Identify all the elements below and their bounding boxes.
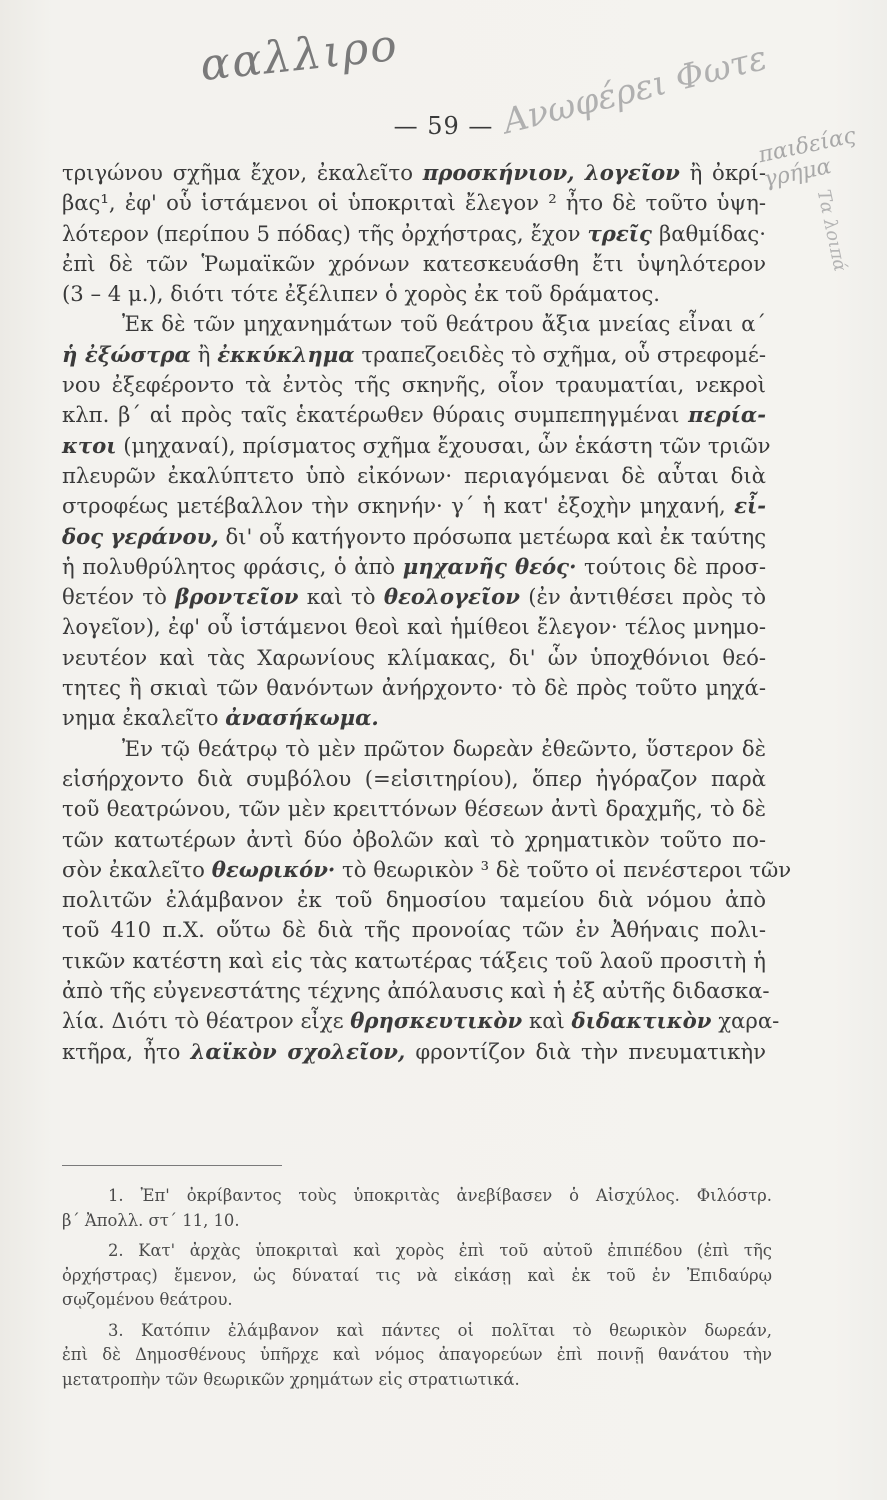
text-span: δι' οὗ κατήγοντο πρόσωπα μετέωρα καὶ ἐκ ταύτης [218,523,767,549]
footnote [62,1184,772,1233]
text-line [62,309,766,339]
emphasized-term: θεωρικόν· [211,856,336,882]
text-span: τητες ἢ σκιαὶ τῶν θανόντων ἀνήρχοντο· τὸ δὲ πρὸς τοῦτο μηχά- [62,675,766,701]
text-span: πλευρῶν ἐκαλύπτετο ὑπὸ εἰκόνων· περιαγόμεναι δὲ αὗται διὰ [62,462,766,488]
text-line [62,400,766,430]
text-line [62,279,766,309]
text-span: (3 – 4 μ.), διότι τότε ἐξέλιπεν ὁ χορὸς ἐκ τοῦ δράματος. [62,281,661,307]
footnote-line: 3. Κατόπιν ἐλάμβανον καὶ πάντες οἱ πολῖται τὸ θεωρικὸν δωρεάν, [108,1320,772,1340]
text-line [62,1037,766,1067]
text-span: χαρα- [711,1008,780,1034]
text-span: καὶ [522,1008,572,1034]
text-span: (μηχαναί), πρίσματος σχῆμα ἔχουσαι, ὧν ἑκάστη τῶν τριῶν [116,432,771,458]
emphasized-term: ἡ ἐξώστρα [62,341,191,367]
text-line [62,249,766,279]
text-span: κτῆρα, ἦτο [62,1038,191,1064]
footnote [62,1239,772,1313]
text-line [62,825,766,855]
text-span: σὸν ἐκαλεῖτο [62,856,212,882]
emphasized-term: προσκήνιον, λογεῖον [422,160,680,185]
text-line [62,188,766,218]
text-line [62,764,766,794]
emphasized-term: βροντεῖον [175,584,299,610]
footnote-line: 2. Κατ' ἀρχὰς ὑποκριταὶ καὶ χορὸς ἐπὶ τοῦ αὐτοῦ ἐπιπέδου (ἐπὶ τῆς [108,1241,772,1260]
text-line [62,734,766,764]
emphasized-term: ἐκκύκλημα [217,341,355,367]
footnote [62,1319,772,1393]
text-line [62,431,771,461]
text-span: ἢ ὀκρί- [679,160,766,185]
footnote-line: ὀρχήστρας) ἔμενον, ὡς δύναταί τις νὰ εἰκάσῃ καὶ ἐκ τοῦ ἐν Ἐπιδαύρῳ [62,1265,772,1285]
text-line [62,885,766,915]
text-line [62,612,766,642]
text-line [62,946,766,976]
emphasized-term: ἀνασήκωμα. [225,705,379,731]
text-line [62,643,766,673]
text-span: Ἐκ δὲ τῶν μηχανημάτων τοῦ θεάτρου ἄξια μνείας εἶναι α΄ [122,311,766,337]
text-span: νευτέον καὶ τὰς Χαρωνίους κλίμακας, δι' ὧν ὑποχθόνιοι θεό- [62,644,766,670]
text-span: (ἐν ἀντιθέσει πρὸς τὸ [519,584,766,610]
text-span: ἡ πολυθρύλητος φράσις, ὁ ἀπὸ [62,553,403,579]
text-span: τραπεζοειδὲς τὸ σχῆμα, οὗ στρεφομέ- [354,341,766,367]
emphasized-term: δος γεράνου, [62,523,219,549]
emphasized-term: θρησκευτικὸν [350,1008,523,1034]
text-span: τικῶν κατέστη καὶ εἰς τὰς κατωτέρας τάξεις τοῦ λαοῦ προσιτὴ ἡ [62,947,766,973]
text-span: βας¹, ἐφ' οὗ ἱστάμενοι οἱ ὑποκριταὶ ἔλεγον ² ἦτο δὲ τοῦτο ὑψη- [62,190,766,216]
text-span: τοῦ 410 π.Χ. οὕτω δὲ διὰ τῆς προνοίας τῶν ἐν Ἀθήναις πολι- [62,917,766,943]
text-span: θετέον τὸ [62,584,176,610]
page-number: — 59 — [393,112,494,140]
footnote-line: β΄ Ἀπολλ. στ΄ 11, 10. [62,1210,240,1230]
emphasized-term: θεολογεῖον [383,584,520,610]
text-span: τὸ θεωρικὸν ³ δὲ τοῦτο οἱ πενέστεροι τῶν [335,856,792,882]
footnote-separator [62,1165,282,1166]
text-span: ἢ [190,341,218,367]
text-line [62,976,770,1006]
handwritten-note-margin-vertical: Τα λοιπά [812,187,851,274]
text-span: λία. Διότι τὸ θέατρον εἶχε [62,1008,351,1034]
emphasized-term: περία- [688,402,766,428]
text-line [62,522,766,552]
emphasized-term: μηχανῆς θεός· [402,553,577,579]
text-line [62,915,766,945]
body-text [62,158,792,1067]
emphasized-term: τρεῖς [587,220,652,246]
text-span: τούτοις δὲ προσ- [576,553,766,579]
text-span: νημα ἐκαλεῖτο [62,705,226,731]
text-line [62,552,766,582]
text-span: Ἐν τῷ θεάτρῳ τὸ μὲν πρῶτον δωρεὰν ἐθεῶντο, ὕστερον δὲ [122,735,766,761]
text-span: εἰσήρχοντο διὰ συμβόλου (=εἰσιτηρίου), ὅπερ ἠγόραζον παρὰ [62,765,766,791]
text-line [62,158,766,188]
text-line [62,370,766,400]
text-span: φροντίζον διὰ τὴν πνευματικὴν [405,1038,766,1064]
text-span: καὶ τὸ [298,584,384,610]
text-span: ἀπὸ τῆς εὐγενεστάτης τέχνης ἀπόλαυσις καὶ ἡ ἐξ αὐτῆς διδασκα- [62,978,770,1004]
text-line [62,794,766,824]
text-line [62,582,766,612]
text-span: τῶν κατωτέρων ἀντὶ δύο ὀβολῶν καὶ τὸ χρηματικὸν τοῦτο πο- [62,826,766,852]
footnote-line: μετατροπὴν τῶν θεωρικῶν χρημάτων εἰς στρατιωτικά. [62,1369,520,1389]
text-line [62,855,792,885]
handwritten-note-margin: παιδείας γρήμα [756,123,859,193]
text-span: τριγώνου σχῆμα ἔχον, ἐκαλεῖτο [62,160,423,185]
text-span: λογεῖον), ἐφ' οὗ ἱστάμενοι θεοὶ καὶ ἡμίθεοι ἔλεγον· τέλος μνημο- [62,614,766,640]
emphasized-term: λαϊκὸν σχολεῖον, [190,1038,406,1064]
emphasized-term: εἶ- [734,493,766,519]
text-line [62,703,766,733]
text-line [62,340,766,370]
footnote-line: 1. Ἐπ' ὀκρίβαντος τοὺς ὑποκριτὰς ἀνεβίβασεν ὁ Αἰσχύλος. Φιλόστρ. [108,1186,772,1205]
text-span: πολιτῶν ἐλάμβανον ἐκ τοῦ δημοσίου ταμείου διὰ νόμου ἀπὸ [62,887,766,913]
text-span: λότερον (περίπου 5 πόδας) τῆς ὀρχήστρας, ἔχον [62,220,588,246]
text-span: βαθμίδας· [651,220,766,246]
handwritten-note-right: Ανωφέρει Φωτε [499,37,771,143]
text-line [62,1006,780,1036]
text-span: στροφέως μετέβαλλον τὴν σκηνήν· γ΄ ἡ κατ' ἐξοχὴν μηχανή, [62,493,735,519]
footnote-line: σῳζομένου θεάτρου. [62,1290,233,1309]
emphasized-term: διδακτικὸν [571,1008,712,1034]
text-span: ἐπὶ δὲ τῶν Ῥωμαϊκῶν χρόνων κατεσκευάσθη ἔτι ὑψηλότερον [62,250,766,276]
emphasized-term: κτοι [62,432,117,458]
footnotes [62,1184,772,1398]
footnote-line: ἐπὶ δὲ Δημοσθένους ὑπῆρχε καὶ νόμος ἀπαγορεύων ἐπὶ ποινῇ θανάτου τὴν [62,1345,772,1364]
text-span: κλπ. β΄ αἱ πρὸς ταῖς ἑκατέρωθεν θύραις συμπεπηγμέναι [62,402,689,428]
text-span: τοῦ θεατρώνου, τῶν μὲν κρειττόνων θέσεων ἀντὶ δραχμῆς, τὸ δὲ [62,796,766,822]
text-line [62,491,766,521]
text-line [62,461,766,491]
text-line [62,219,766,249]
text-span: νου ἐξεφέροντο τὰ ἐντὸς τῆς σκηνῆς, οἷον τραυματίαι, νεκροὶ [62,372,766,398]
text-line [62,673,766,703]
handwritten-note-top: ααλλιρο [197,19,401,92]
